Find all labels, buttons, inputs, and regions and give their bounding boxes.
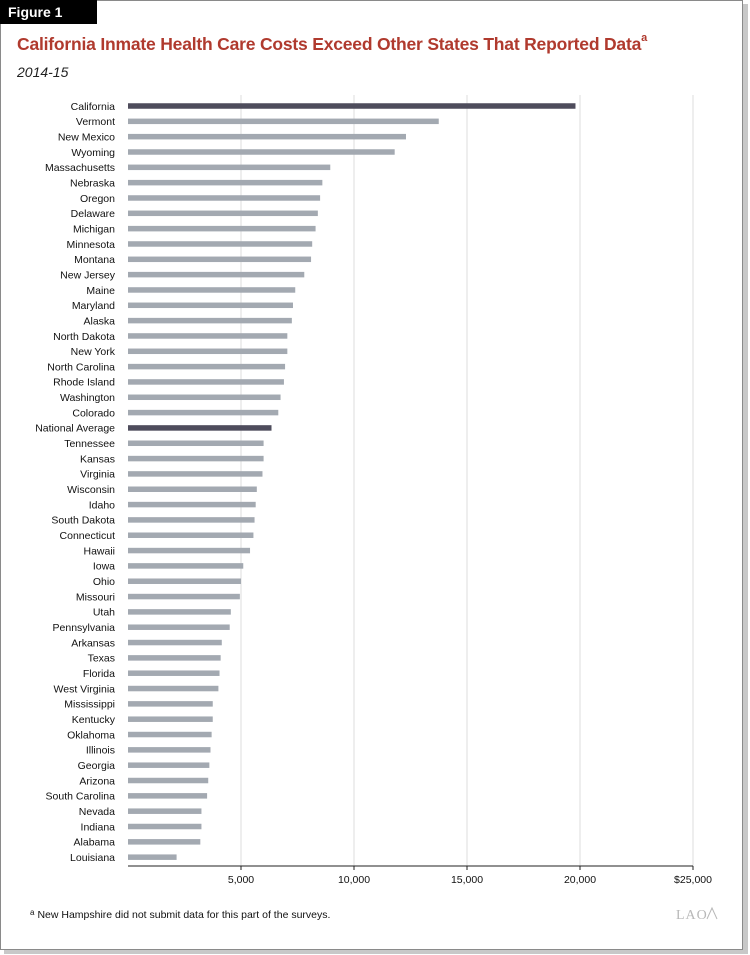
x-tick-label: 20,000 bbox=[563, 874, 597, 886]
bar bbox=[128, 716, 213, 722]
bar bbox=[128, 103, 575, 109]
bar bbox=[128, 165, 330, 171]
bar bbox=[128, 594, 240, 600]
svg-text:LAO: LAO bbox=[676, 908, 708, 923]
x-tick-label: 10,000 bbox=[337, 874, 371, 886]
category-label: Montana bbox=[74, 254, 115, 267]
category-label: Alaska bbox=[83, 315, 115, 328]
chart-title-text: California Inmate Health Care Costs Exceed Other States That Reported Data bbox=[17, 34, 642, 54]
bar bbox=[128, 195, 320, 201]
footnote-marker: a bbox=[30, 908, 35, 917]
bar bbox=[128, 456, 264, 462]
category-label: South Carolina bbox=[45, 790, 115, 803]
bar bbox=[128, 487, 257, 493]
category-label: Illinois bbox=[85, 744, 115, 757]
bar bbox=[128, 211, 318, 217]
category-label: Wisconsin bbox=[67, 484, 115, 497]
bar bbox=[128, 854, 177, 860]
category-label: Vermont bbox=[75, 116, 115, 129]
category-label: Oregon bbox=[79, 192, 115, 205]
category-label: Rhode Island bbox=[53, 376, 115, 389]
x-tick-label: 15,000 bbox=[450, 874, 484, 886]
bar bbox=[128, 471, 262, 477]
category-label: South Dakota bbox=[51, 514, 115, 527]
category-label: Delaware bbox=[70, 208, 115, 221]
category-label: North Dakota bbox=[53, 330, 115, 343]
category-label: Nebraska bbox=[70, 177, 115, 190]
category-label: Louisiana bbox=[70, 851, 115, 864]
bar bbox=[128, 609, 231, 615]
bar bbox=[128, 640, 222, 646]
category-label: Mississippi bbox=[64, 698, 115, 711]
category-label: North Carolina bbox=[47, 361, 115, 374]
bar bbox=[128, 287, 295, 293]
category-label: Michigan bbox=[72, 223, 115, 236]
footnote bbox=[30, 909, 330, 921]
bar bbox=[128, 149, 395, 155]
category-label: Arkansas bbox=[71, 637, 115, 650]
category-label: Maine bbox=[86, 284, 115, 297]
category-label: Washington bbox=[59, 392, 115, 405]
category-label: Alabama bbox=[73, 836, 115, 849]
bar bbox=[128, 333, 287, 339]
bar bbox=[128, 762, 209, 768]
category-label: Wyoming bbox=[71, 146, 115, 159]
category-label: Indiana bbox=[80, 821, 115, 834]
category-label: New Jersey bbox=[60, 269, 115, 282]
bar bbox=[128, 119, 439, 125]
bar bbox=[128, 517, 255, 523]
category-label: Connecticut bbox=[59, 530, 115, 543]
category-label: Georgia bbox=[77, 759, 115, 772]
category-label: Kansas bbox=[79, 453, 115, 466]
bar bbox=[128, 425, 272, 431]
category-label: Nevada bbox=[78, 805, 115, 818]
category-label: California bbox=[70, 100, 115, 113]
bar bbox=[128, 226, 316, 232]
bar bbox=[128, 410, 278, 416]
bar bbox=[128, 441, 264, 447]
category-label: Massachusetts bbox=[44, 162, 115, 175]
category-label: Kentucky bbox=[71, 714, 115, 726]
bar bbox=[128, 563, 243, 569]
bar bbox=[128, 808, 201, 814]
bar bbox=[128, 364, 285, 370]
bar bbox=[128, 655, 221, 661]
category-label: Missouri bbox=[75, 591, 115, 604]
category-label: Texas bbox=[87, 652, 115, 665]
bar bbox=[128, 318, 292, 324]
bar bbox=[128, 379, 284, 385]
footnote-text: New Hampshire did not submit data for this part of the surveys. bbox=[37, 909, 331, 921]
bar bbox=[128, 532, 253, 538]
figure-label: Figure 1 bbox=[0, 0, 97, 24]
bar bbox=[128, 502, 256, 508]
chart-subtitle: 2014-15 bbox=[17, 64, 69, 80]
bar bbox=[128, 778, 208, 784]
category-label: Pennsylvania bbox=[52, 622, 115, 635]
bar bbox=[128, 241, 312, 247]
bar bbox=[128, 303, 293, 309]
bar bbox=[128, 180, 322, 186]
bar bbox=[128, 134, 406, 140]
category-label: Colorado bbox=[72, 407, 115, 420]
bar bbox=[128, 824, 201, 830]
category-label: Ohio bbox=[92, 576, 115, 589]
category-label: Florida bbox=[82, 668, 115, 681]
bar bbox=[128, 747, 210, 753]
category-label: National Average bbox=[35, 422, 115, 435]
category-label: Virginia bbox=[80, 468, 115, 481]
title-footnote-marker: a bbox=[641, 32, 648, 44]
bar bbox=[128, 701, 213, 707]
bar bbox=[128, 578, 241, 584]
category-label: New York bbox=[70, 346, 115, 359]
bar bbox=[128, 548, 250, 554]
bar bbox=[128, 686, 218, 692]
bar bbox=[128, 257, 311, 263]
x-tick-label: 5,000 bbox=[227, 874, 255, 886]
bar bbox=[128, 395, 281, 401]
x-tick-label: $25,000 bbox=[674, 874, 712, 886]
bar bbox=[128, 624, 230, 630]
bar bbox=[128, 839, 200, 845]
category-label: Arizona bbox=[79, 775, 115, 788]
bar bbox=[128, 272, 304, 278]
category-label: New Mexico bbox=[57, 131, 115, 144]
category-label: Minnesota bbox=[66, 238, 115, 251]
lao-logo bbox=[676, 904, 718, 924]
bar bbox=[128, 732, 212, 738]
category-label: Oklahoma bbox=[67, 729, 115, 742]
category-label: West Virginia bbox=[53, 683, 115, 696]
bar bbox=[128, 349, 287, 355]
category-label: Tennessee bbox=[64, 438, 115, 451]
bar bbox=[128, 670, 220, 676]
category-label: Hawaii bbox=[83, 545, 115, 558]
category-label: Iowa bbox=[92, 560, 115, 573]
category-label: Idaho bbox=[88, 499, 115, 512]
category-label: Maryland bbox=[71, 300, 115, 313]
category-label: Utah bbox=[92, 606, 115, 619]
bar bbox=[128, 793, 207, 799]
